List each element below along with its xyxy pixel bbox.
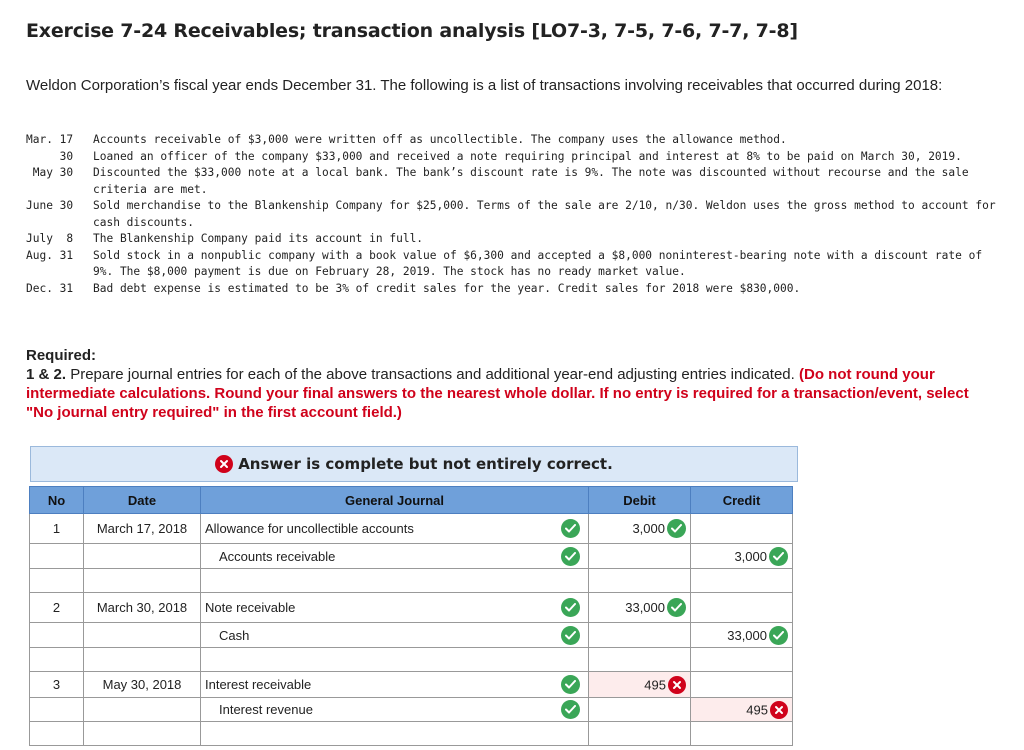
account-field[interactable] (201, 514, 589, 544)
account-name: Cash (219, 627, 250, 643)
account-name: Allowance for uncollectible accounts (205, 521, 414, 536)
requirement-note: (Do not round your intermediate calculations. Round your final answers to the nearest whole dollar. If no entry is required for a transaction/event, select "No journal entry required" in the first account field.) (26, 366, 969, 421)
check-icon (561, 626, 580, 645)
credit-value: 495 (746, 702, 768, 717)
debit-field[interactable] (589, 569, 691, 593)
account-field[interactable] (201, 569, 589, 593)
debit-value: 3,000 (632, 521, 665, 536)
required-instructions (26, 365, 986, 422)
entry-date[interactable]: May 30, 2018 (84, 672, 201, 698)
debit-field[interactable] (589, 514, 691, 544)
table-row (30, 569, 793, 593)
debit-value: 495 (644, 677, 666, 692)
account-field[interactable] (201, 722, 589, 746)
header-debit: Debit (589, 487, 691, 514)
entry-number (30, 722, 84, 746)
x-icon (215, 455, 233, 473)
transaction-item (26, 132, 996, 149)
entry-date[interactable] (84, 722, 201, 746)
credit-field[interactable] (691, 648, 793, 672)
credit-value: 3,000 (734, 548, 767, 564)
entry-date[interactable] (84, 623, 201, 648)
account-name: Accounts receivable (219, 548, 336, 564)
table-row (30, 722, 793, 746)
transaction-item (26, 149, 996, 166)
entry-date[interactable] (84, 569, 201, 593)
entry-number (30, 569, 84, 593)
transaction-date: Mar. 17 (26, 133, 74, 146)
header-general-journal: General Journal (201, 487, 589, 514)
debit-field[interactable] (589, 698, 691, 722)
transaction-item (26, 248, 996, 281)
transaction-text: Sold merchandise to the Blankenship Company for $25,000. Terms of the sale are 2/10, n/30. Weldon uses the gross method to account for cash discounts. (93, 199, 996, 229)
entry-number: 1 (30, 514, 84, 544)
credit-field[interactable] (691, 544, 793, 569)
table-row (30, 593, 793, 623)
exercise-title: Exercise 7-24 Receivables; transaction analysis [LO7-3, 7-5, 7-6, 7-7, 7-8] (26, 20, 798, 42)
debit-field[interactable] (589, 648, 691, 672)
debit-field[interactable] (589, 544, 691, 569)
entry-number: 2 (30, 593, 84, 623)
entry-date[interactable] (84, 648, 201, 672)
debit-field[interactable] (589, 672, 691, 698)
debit-field[interactable] (589, 593, 691, 623)
transaction-text: The Blankenship Company paid its account in full. (93, 232, 424, 245)
table-row (30, 648, 793, 672)
check-icon (561, 700, 580, 719)
header-credit: Credit (691, 487, 793, 514)
debit-value: 33,000 (625, 600, 665, 615)
requirement-text: Prepare journal entries for each of the above transactions and additional year-end adjusting entries indicated. (66, 366, 799, 383)
transaction-date: July 8 (26, 232, 74, 245)
credit-value: 33,000 (727, 627, 767, 643)
credit-field[interactable] (691, 672, 793, 698)
check-icon (769, 547, 788, 566)
transaction-date: 30 (26, 149, 74, 163)
table-row (30, 514, 793, 544)
credit-field[interactable] (691, 569, 793, 593)
account-field[interactable] (201, 672, 589, 698)
entry-number (30, 648, 84, 672)
credit-field[interactable] (691, 593, 793, 623)
account-field[interactable] (201, 593, 589, 623)
check-icon (561, 547, 580, 566)
table-row (30, 544, 793, 569)
account-name: Interest revenue (219, 702, 313, 717)
banner-text: Answer is complete but not entirely correct. (238, 455, 613, 473)
x-icon (770, 701, 788, 719)
x-icon (668, 676, 686, 694)
account-field[interactable] (201, 648, 589, 672)
transaction-text: Sold stock in a nonpublic company with a book value of $6,300 and accepted a $8,000 noninterest-bearing note with a discount rate of 9%. The $8,000 payment is due on February 28, 2019. The stock has no ready market value. (93, 248, 983, 278)
transaction-item (26, 231, 996, 248)
check-icon (561, 675, 580, 694)
entry-number (30, 698, 84, 722)
account-name: Note receivable (205, 600, 296, 615)
credit-field[interactable] (691, 722, 793, 746)
table-header-row (30, 487, 793, 514)
debit-field[interactable] (589, 623, 691, 648)
credit-field[interactable] (691, 698, 793, 722)
account-field[interactable] (201, 698, 589, 722)
credit-field[interactable] (691, 514, 793, 544)
header-date: Date (84, 487, 201, 514)
required-heading: Required: (26, 347, 97, 364)
transaction-text: Bad debt expense is estimated to be 3% of credit sales for the year. Credit sales for 2018 were $830,000. (93, 281, 801, 295)
transaction-text: Discounted the $33,000 note at a local bank. The bank’s discount rate is 9%. The note was discounted without recourse and the sale criteria are met. (93, 166, 969, 196)
transaction-date: June 30 (26, 199, 74, 212)
intro-text: Weldon Corporation’s fiscal year ends December 31. The following is a list of transactions involving receivables that occurred during 2018: (26, 77, 943, 94)
transaction-item (26, 165, 996, 198)
requirement-number: 1 & 2. (26, 366, 67, 383)
table-row (30, 698, 793, 722)
entry-date[interactable] (84, 698, 201, 722)
transaction-item (26, 198, 996, 231)
check-icon (561, 519, 580, 538)
transaction-date: May 30 (26, 166, 74, 179)
table-row (30, 672, 793, 698)
transactions-list (26, 132, 996, 297)
entry-number (30, 623, 84, 648)
required-section (26, 346, 986, 422)
account-name: Interest receivable (205, 677, 312, 692)
entry-date[interactable] (84, 544, 201, 569)
answer-status-banner (30, 446, 798, 482)
entry-number: 3 (30, 672, 84, 698)
check-icon (667, 519, 686, 538)
check-icon (667, 598, 686, 617)
entry-number (30, 544, 84, 569)
transaction-date: Dec. 31 (26, 281, 74, 295)
entry-date[interactable]: March 30, 2018 (84, 593, 201, 623)
transaction-item (26, 281, 996, 298)
transaction-text: Loaned an officer of the company $33,000 and received a note requiring principal and interest at 8% to be paid on March 30, 2019. (93, 149, 962, 163)
debit-field[interactable] (589, 722, 691, 746)
account-field[interactable] (201, 623, 589, 648)
journal-table (29, 486, 793, 746)
credit-field[interactable] (691, 623, 793, 648)
check-icon (769, 626, 788, 645)
account-field[interactable] (201, 544, 589, 569)
transaction-text: Accounts receivable of $3,000 were written off as uncollectible. The company uses the allowance method. (93, 133, 787, 146)
check-icon (561, 598, 580, 617)
entry-date[interactable]: March 17, 2018 (84, 514, 201, 544)
transaction-date: Aug. 31 (26, 248, 74, 262)
table-row (30, 623, 793, 648)
header-no: No (30, 487, 84, 514)
